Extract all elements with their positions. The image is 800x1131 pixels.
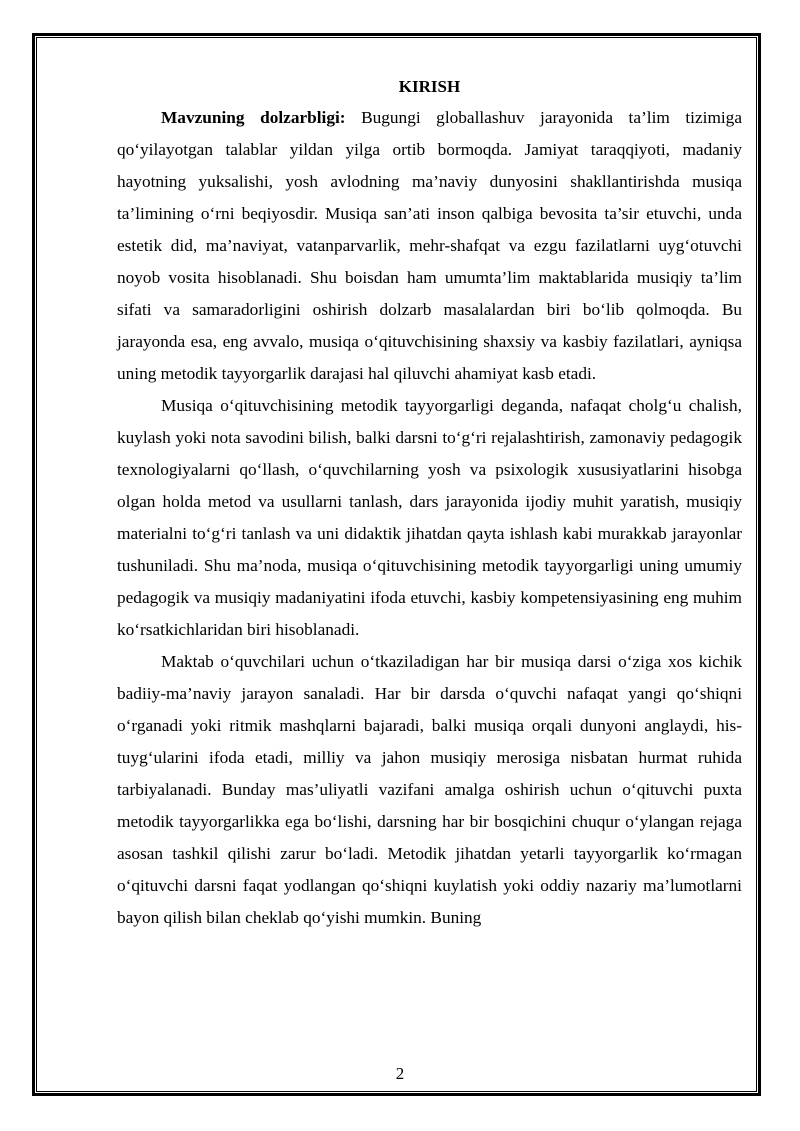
- paragraph-lead: Mavzuning dolzarbligi:: [161, 108, 346, 127]
- document-body: [117, 72, 742, 934]
- paragraph-methodical-readiness: Musiqa o‘qituvchisining metodik tayyorgarligi deganda, nafaqat cholg‘u chalish, kuylash yoki nota savodini bilish, balki darsni to‘g‘ri rejalashtirish, zamonaviy pedagogik texnologiyalarni qo‘llash, o‘quvchilarning yosh va psixologik xususiyatlarini hisobga olgan holda metod va usullarni tanlash, dars jarayonida ijodiy muhit yaratish, musiqiy materialni to‘g‘ri tanlash va uni didaktik jihatdan qayta ishlash kabi murakkab jarayonlar tushuniladi. Shu ma’noda, musiqa o‘qituvchisining metodik tayyorgarligi uning umumiy pedagogik va musiqiy madaniyatini ifoda etuvchi, kasbiy kompetensiyasining eng muhim ko‘rsatkichlaridan biri hisoblanadi.: [117, 396, 742, 639]
- paragraph-text: Bugungi globallashuv jarayonida ta’lim tizimiga qo‘yilayotgan talablar yildan yilga ortib bormoqda. Jamiyat taraqqiyoti, madaniy hayotning yuksalishi, yosh avlodning ma’naviy dunyosini shakllantirishda musiqa ta’limining o‘rni beqiyosdir. Musiqa san’ati inson qalbiga bevosita ta’sir etuvchi, unda estetik did, ma’naviyat, vatanparvarlik, mehr-shafqat va ezgu fazilatlarni uyg‘otuvchi noyob vosita hisoblanadi. Shu boisdan ham umumta’lim maktablarida musiqiy ta’lim sifati va samaradorligini oshirish dolzarb masalalardan biri bo‘lib qolmoqda. Bu jarayonda esa, eng avvalo, musiqa o‘qituvchisining shaxsiy va kasbiy fazilatlari, ayniqsa uning metodik tayyorgarlik darajasi hal qiluvchi ahamiyat kasb etadi.: [117, 108, 742, 383]
- paragraph-relevance: [117, 102, 742, 390]
- page-number: 2: [395, 1064, 405, 1083]
- paragraph-music-lesson: Maktab o‘quvchilari uchun o‘tkaziladigan har bir musiqa darsi o‘ziga xos kichik badiiy-ma’naviy jarayon sanaladi. Har bir darsda o‘quvchi nafaqat yangi qo‘shiqni o‘rganadi yoki ritmik mashqlarni bajaradi, balki musiqa orqali dunyoni anglaydi, his-tuyg‘ularini ifoda etadi, milliy va jahon musiqiy merosiga nisbatan hurmat ruhida tarbiyalanadi. Bunday mas’uliyatli vazifani amalga oshirish uchun o‘qituvchi puxta metodik tayyorgarlikka ega bo‘lishi, darsning har bir bosqichini chuqur o‘ylangan rejaga asosan tashkil qilishi zarur bo‘ladi. Metodik jihatdan yetarli tayyorgarlik ko‘rmagan o‘qituvchi darsni faqat yodlangan qo‘shiqni kuylatish yoki oddiy nazariy ma’lumotlarni bayon qilish bilan cheklab qo‘yishi mumkin. Buning: [117, 652, 742, 927]
- section-heading: KIRISH: [398, 77, 461, 96]
